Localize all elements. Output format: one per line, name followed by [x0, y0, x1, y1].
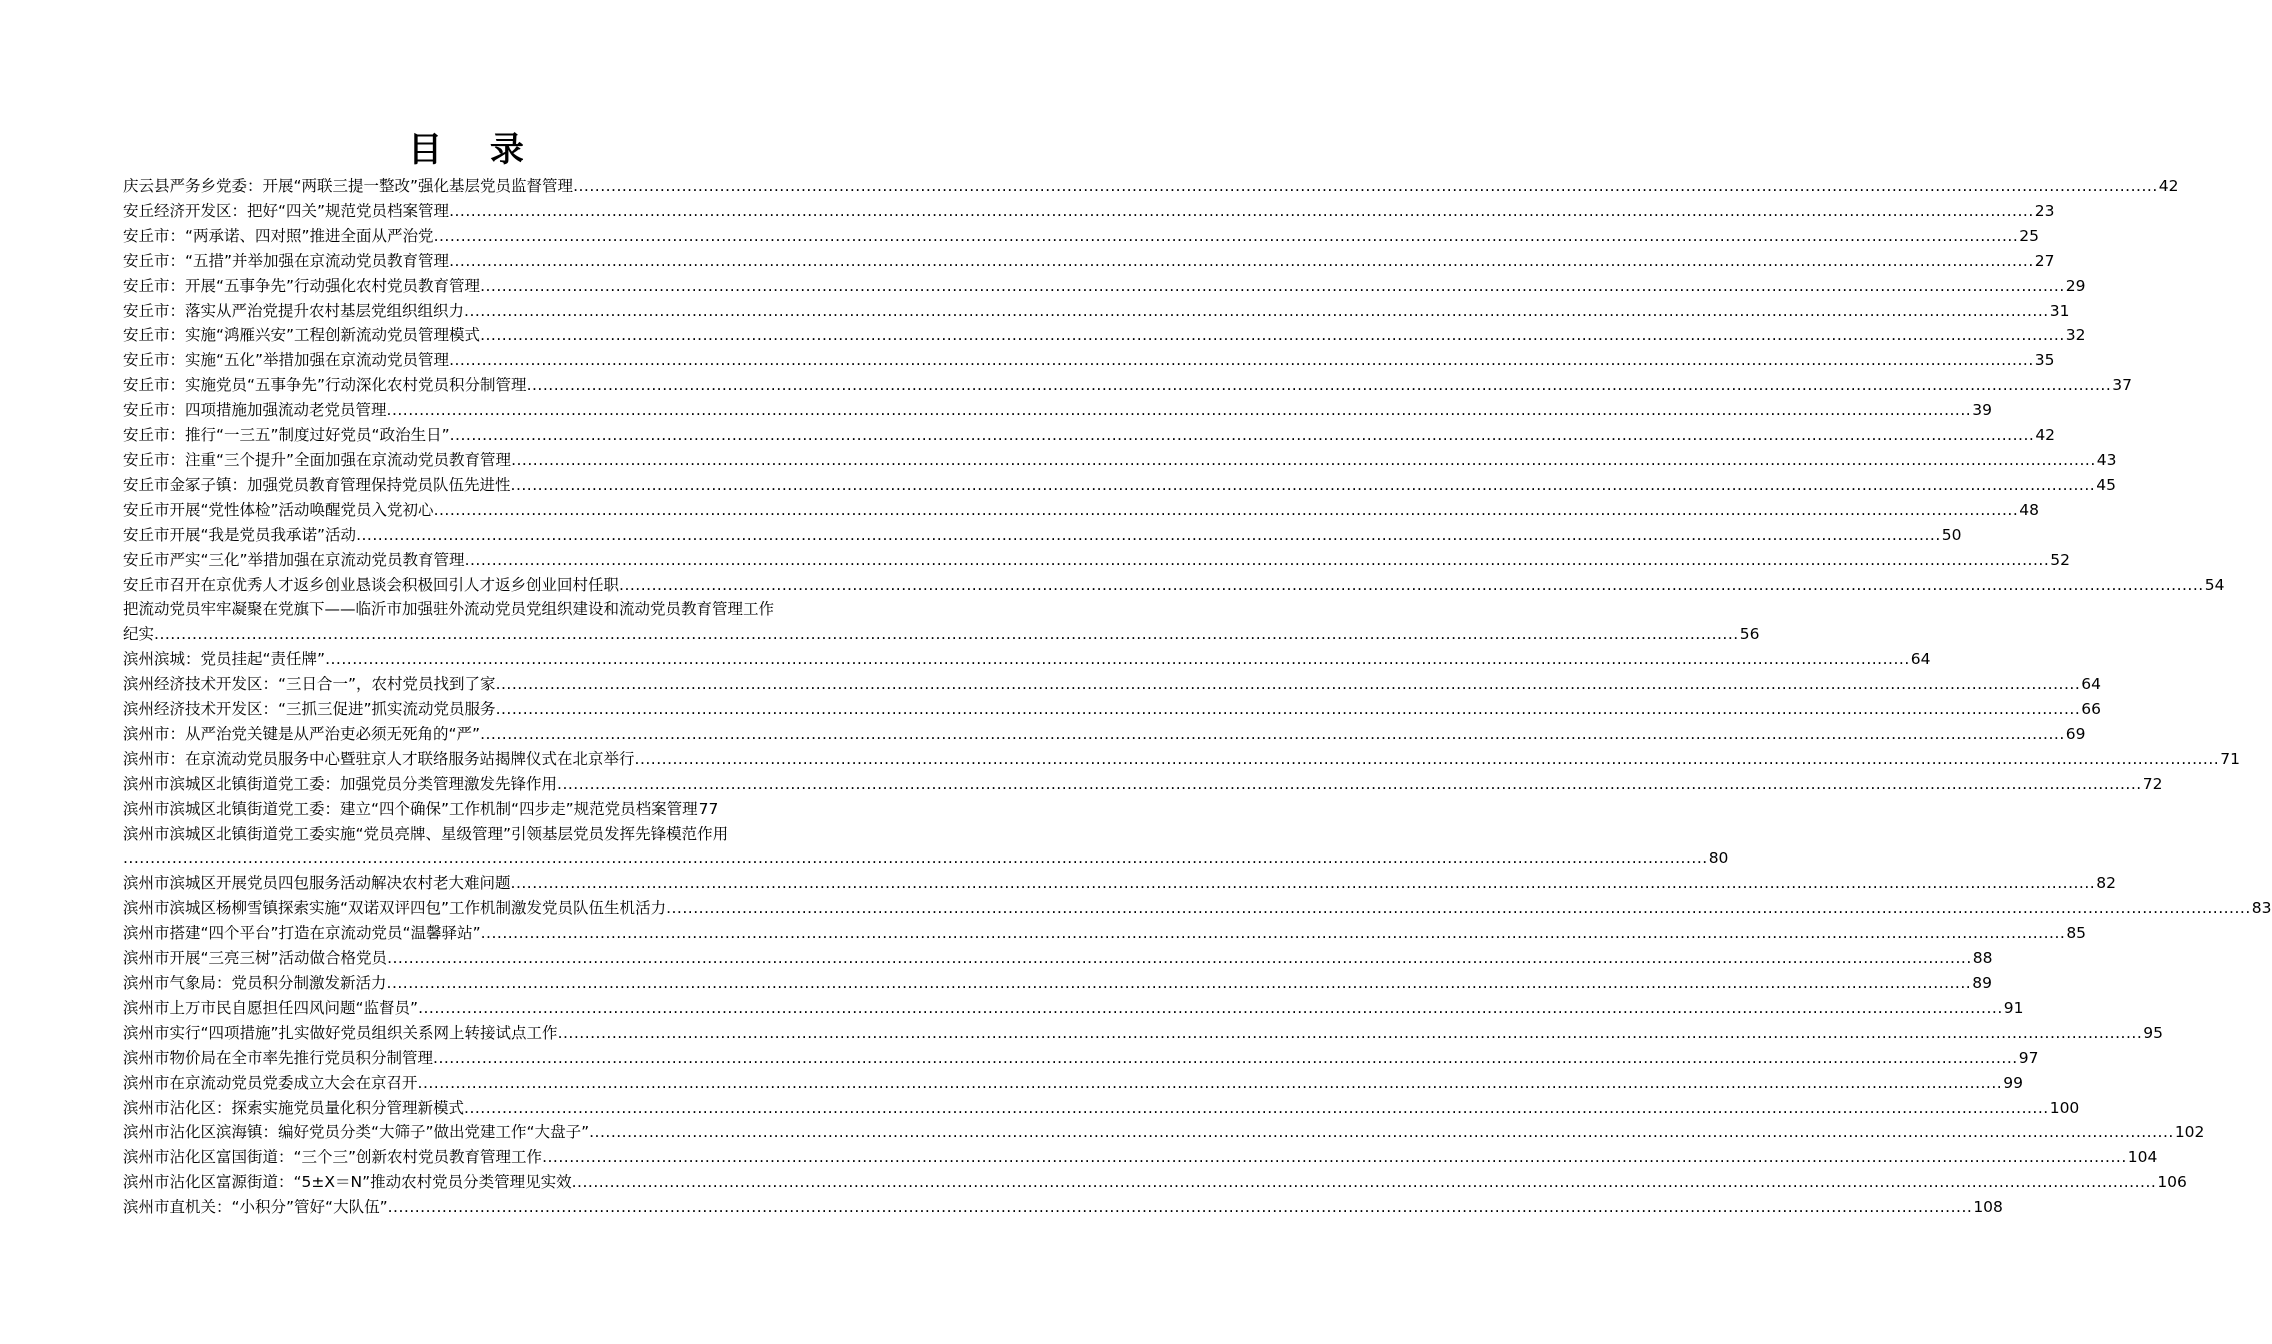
toc-page-number: 23: [2034, 201, 2055, 220]
toc-entry-title: 安丘市召开在京优秀人才返乡创业恳谈会积极回引人才返乡创业回村任职: [123, 575, 620, 594]
page-title: 目 录: [408, 130, 542, 170]
toc-page-number: 102: [2174, 1123, 2205, 1142]
toc-entry-title: 滨州市沾化区滨海镇：编好党员分类“大筛子”做出党建工作“大盘子”: [123, 1123, 590, 1142]
toc-page-number: 97: [2018, 1048, 2039, 1067]
dot-leader: [123, 846, 1708, 871]
toc-entry-title: 安丘市金冢子镇：加强党员教育管理保持党员队伍先进性: [123, 475, 511, 494]
toc-entry-title: 安丘市：实施“五化”举措加强在京流动党员管理: [123, 351, 450, 370]
toc-entry[interactable]: [123, 996, 2024, 1021]
toc-entry-title: 滨州市气象局：党员积分制激发新活力: [123, 974, 387, 992]
toc-page-number: 29: [2065, 276, 2086, 295]
toc-page-number: 50: [1941, 525, 1962, 544]
dot-leader: [573, 174, 2158, 199]
dot-leader: [449, 199, 2034, 224]
dot-leader: [387, 971, 1972, 996]
toc-entry-title: 安丘市：实施党员“五事争先”行动深化农村党员积分制管理: [123, 376, 527, 395]
toc-entry[interactable]: [123, 573, 2225, 598]
dot-leader: [464, 1096, 2049, 1121]
toc-entry[interactable]: [123, 299, 2070, 324]
toc-page-number: 106: [2157, 1173, 2187, 1192]
toc-page-number: 42: [2158, 177, 2179, 195]
toc-page-number: 88: [1972, 949, 1993, 968]
toc-entry[interactable]: [123, 448, 2117, 473]
toc-page-number: 35: [2034, 351, 2055, 370]
dot-leader: [418, 1071, 2003, 1096]
toc-page-number: 56: [1739, 625, 1760, 644]
toc-page-number: 80: [1708, 849, 1729, 868]
toc-entry-title: 滨州市滨城区北镇街道党工委：建立“四个确保”工作机制“四步走”规范党员档案管理: [123, 799, 698, 818]
toc-entry-title: 滨州市滨城区杨柳雪镇探索实施“双诺双评四包”工作机制激发党员队伍生机活力: [123, 899, 667, 918]
toc-entry[interactable]: [123, 199, 2055, 224]
toc-entry-title: 安丘市：开展“五事争先”行动强化农村党员教育管理: [123, 276, 481, 295]
dot-leader: [387, 946, 1972, 971]
toc-page-number: 39: [1972, 401, 1992, 420]
dot-leader: [480, 274, 2065, 299]
toc-entry[interactable]: [123, 473, 2116, 498]
toc-entry[interactable]: [123, 274, 2086, 299]
toc-entry-title: 滨州市：在京流动党员服务中心暨驻京人才联络服务站揭牌仪式在北京举行: [123, 749, 635, 768]
toc-entry-title: 纪实: [123, 625, 155, 644]
toc-page-number: 83: [2251, 899, 2272, 918]
dot-leader: [388, 1195, 1973, 1220]
toc-entry[interactable]: [123, 1145, 2158, 1170]
toc-entry-title: 安丘市：“两承诺、四对照”推进全面从严治党: [123, 226, 434, 245]
toc-entry-title: 滨州市开展“三亮三树”活动做合格党员: [123, 949, 388, 968]
toc-entry-title: 滨州市在京流动党员党委成立大会在京召开: [123, 1073, 418, 1092]
toc-entry-title: 滨州市直机关：“小积分”管好“大队伍”: [123, 1198, 388, 1217]
toc-entry-title: 庆云县严务乡党委：开展“两联三提一整改”强化基层党员监督管理: [123, 177, 574, 195]
toc-entry[interactable]: [123, 348, 2055, 373]
toc-page-number: 64: [1910, 650, 1931, 669]
dot-leader: [464, 299, 2049, 324]
dot-leader: [387, 398, 1972, 423]
toc-entry-title: 滨州市：从严治党关键是从严治吏必须无死角的“严”: [123, 724, 481, 743]
toc-entry-title: 滨州市滨城区北镇街道党工委：加强党员分类管理激发先锋作用: [123, 774, 558, 793]
dot-leader: [558, 1021, 2143, 1046]
dot-leader: [542, 1145, 2127, 1170]
toc-page-number: 48: [2019, 500, 2039, 519]
toc-entry[interactable]: [123, 597, 1760, 647]
toc-entry-title: 安丘市：四项措施加强流动老党员管理: [123, 401, 387, 420]
toc-entry-title: 滨州市上万市民自愿担任四风问题“监督员”: [123, 998, 419, 1017]
toc-entry[interactable]: [123, 1096, 2080, 1121]
toc-page-number: 77: [698, 799, 719, 818]
dot-leader: [635, 747, 2220, 772]
dot-leader: [481, 921, 2066, 946]
toc-entry-title: 滨州滨城：党员挂起“责任牌”: [123, 650, 326, 669]
toc-entry[interactable]: [123, 1071, 2023, 1096]
toc-entry[interactable]: [123, 772, 2163, 797]
toc-entry-title: 安丘市开展“党性体检”活动唤醒党员入党初心: [123, 500, 434, 519]
toc-page-number: 91: [2003, 998, 2024, 1017]
dot-leader: [619, 573, 2204, 598]
dot-leader: [496, 672, 2081, 697]
toc-entry-title: 滨州市搭建“四个平台”打造在京流动党员“温馨驿站”: [123, 924, 481, 943]
toc-entry[interactable]: [123, 523, 1962, 548]
dot-leader: [511, 473, 2096, 498]
toc-entry-title: 安丘市：“五措”并举加强在京流动党员教育管理: [123, 251, 450, 270]
toc-entry-title: 滨州市沾化区：探索实施党员量化积分管理新模式: [123, 1098, 465, 1117]
toc-page-number: 100: [2049, 1098, 2080, 1117]
dot-leader: [511, 448, 2096, 473]
toc-page-number: 43: [2096, 450, 2117, 469]
dot-leader: [557, 772, 2142, 797]
dot-leader: [480, 323, 2065, 348]
toc-entry[interactable]: [123, 896, 2272, 921]
toc-page-number: 25: [2019, 226, 2039, 245]
toc-list: [123, 174, 2272, 1220]
toc-page-number: 104: [2127, 1148, 2158, 1167]
toc-entry[interactable]: [123, 249, 2055, 274]
dot-leader: [496, 697, 2081, 722]
toc-entry[interactable]: [123, 1195, 2003, 1220]
dot-leader: [433, 1046, 2018, 1071]
toc-entry-title: 安丘市：实施“鸿雁兴安”工程创新流动党员管理模式: [123, 326, 481, 345]
toc-entry[interactable]: [123, 1046, 2039, 1071]
toc-entry[interactable]: [123, 971, 1992, 996]
toc-entry[interactable]: [123, 697, 2101, 722]
toc-entry-title: 滨州市物价局在全市率先推行党员积分制管理: [123, 1048, 434, 1067]
toc-entry[interactable]: [123, 1170, 2187, 1195]
toc-page-number: 37: [2112, 376, 2132, 395]
toc-entry[interactable]: [123, 498, 2039, 523]
toc-page-number: 72: [2142, 774, 2163, 793]
dot-leader: [418, 996, 2003, 1021]
dot-leader: [434, 498, 2019, 523]
dot-leader: [511, 871, 2096, 896]
dot-leader: [325, 647, 1910, 672]
toc-entry[interactable]: [123, 921, 2087, 946]
toc-entry-title: 安丘经济开发区：把好“四关”规范党员档案管理: [123, 201, 450, 220]
toc-entry-title-line: 把流动党员牢牢凝聚在党旗下——临沂市加强驻外流动党员党组织建设和流动党员教育管理工作: [123, 600, 775, 619]
toc-entry-title: 滨州市滨城区开展党员四包服务活动解决农村老大难问题: [123, 874, 511, 893]
toc-entry-title: 滨州市沾化区富源街道：“5±X＝N”推动农村党员分类管理见实效: [123, 1173, 572, 1192]
toc-entry-title: 滨州市实行“四项措施”扎实做好党员组织关系网上转接试点工作: [123, 1023, 558, 1042]
toc-entry[interactable]: [123, 822, 1729, 872]
dot-leader: [154, 622, 1739, 647]
toc-entry[interactable]: [123, 423, 2056, 448]
toc-page-number: 69: [2065, 724, 2086, 743]
toc-entry-title: 滨州经济技术开发区：“三日合一”，农村党员找到了家: [123, 675, 496, 694]
dot-leader: [465, 548, 2050, 573]
dot-leader: [356, 523, 1941, 548]
toc-page-number: 31: [2049, 301, 2070, 320]
toc-page-number: 54: [2204, 575, 2225, 594]
toc-page-number: 52: [2050, 550, 2070, 569]
toc-entry[interactable]: [123, 398, 1992, 423]
toc-entry-title: 安丘市开展“我是党员我承诺”活动: [123, 525, 357, 544]
toc-page-number: 95: [2143, 1023, 2163, 1042]
toc-page-number: 99: [2003, 1073, 2023, 1092]
toc-page-number: 85: [2066, 924, 2087, 943]
toc-entry-title-line: 滨州市滨城区北镇街道党工委实施“党员亮牌、星级管理”引领基层党员发挥先锋模范作用: [123, 824, 729, 843]
toc-entry[interactable]: [123, 1021, 2163, 1046]
toc-page-number: 108: [1973, 1198, 2003, 1217]
toc-entry-title: 安丘市严实“三化”举措加强在京流动党员教育管理: [123, 550, 465, 569]
toc-entry[interactable]: [123, 722, 2086, 747]
toc-entry[interactable]: [123, 672, 2101, 697]
toc-entry[interactable]: [123, 548, 2070, 573]
toc-entry-title: 安丘市：推行“一三五”制度过好党员“政治生日”: [123, 426, 450, 445]
toc-page-number: 71: [2220, 749, 2240, 768]
toc-entry[interactable]: [123, 1120, 2205, 1145]
toc-page-number: 64: [2081, 675, 2101, 694]
dot-leader: [589, 1120, 2174, 1145]
dot-leader: [480, 722, 2065, 747]
toc-entry[interactable]: [123, 747, 2240, 772]
toc-entry[interactable]: [123, 647, 1931, 672]
dot-leader: [527, 373, 2112, 398]
dot-leader: [572, 1170, 2157, 1195]
toc-entry-title: 滨州经济技术开发区：“三抓三促进”抓实流动党员服务: [123, 700, 496, 719]
toc-page-number: 42: [2035, 426, 2056, 445]
dot-leader: [434, 224, 2019, 249]
dot-leader: [449, 249, 2034, 274]
dot-leader: [666, 896, 2251, 921]
dot-leader: [449, 348, 2034, 373]
toc-page-number: 27: [2034, 251, 2055, 270]
toc-entry[interactable]: [123, 797, 788, 822]
toc-entry[interactable]: [123, 871, 2116, 896]
dot-leader: [450, 423, 2035, 448]
toc-entry[interactable]: [123, 323, 2086, 348]
toc-page-number: 89: [1972, 974, 1992, 992]
toc-entry-title: 滨州市沾化区富国街道：“三个三”创新农村党员教育管理工作: [123, 1148, 543, 1167]
toc-entry[interactable]: [123, 946, 1993, 971]
toc-entry-title: 安丘市：注重“三个提升”全面加强在京流动党员教育管理: [123, 450, 512, 469]
toc-entry[interactable]: [123, 224, 2039, 249]
toc-page-number: 66: [2081, 700, 2101, 719]
toc-entry-title: 安丘市：落实从严治党提升农村基层党组织组织力: [123, 301, 465, 320]
toc-page-number: 45: [2096, 475, 2116, 494]
toc-page-number: 32: [2065, 326, 2086, 345]
toc-entry[interactable]: [123, 373, 2132, 398]
toc-entry[interactable]: [123, 174, 2179, 199]
toc-page-number: 82: [2096, 874, 2116, 893]
